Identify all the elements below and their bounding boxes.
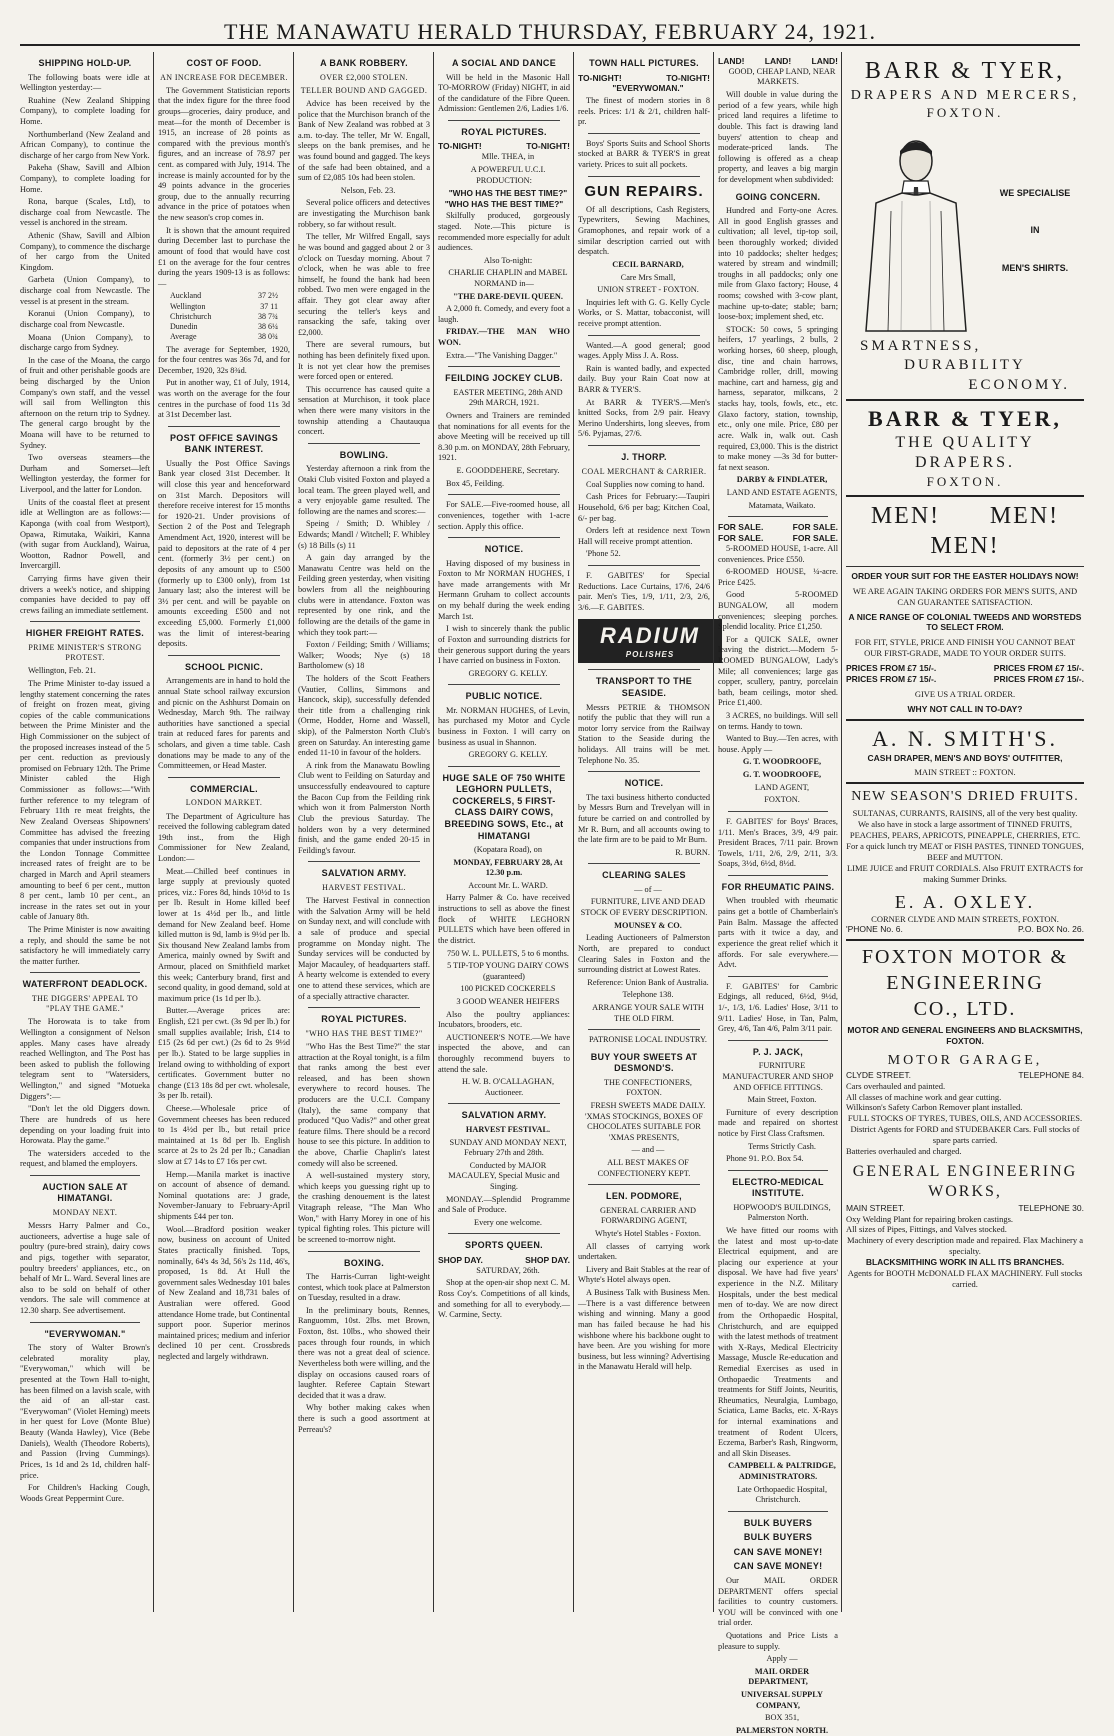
paragraph: 3 ACRES, no buildings. Will sell on terms. Handy to town. — [718, 711, 838, 731]
ad-text: BLACKSMITHING WORK IN ALL ITS BRANCHES. — [865, 1257, 1065, 1268]
paragraph: Athenic (Shaw, Savill and Albion Company), to commence the discharge of her cargo from the United Kingdom. — [20, 231, 150, 272]
paragraph: Wanted.—A good general; good wages. Apply Miss J. A. Ross. — [578, 340, 710, 361]
ad-location: FOXTON. — [926, 473, 1004, 489]
paragraph: Whyte's Hotel Stables - Foxton. — [595, 1229, 701, 1239]
ad-text: MEN'S SHIRTS. — [1001, 263, 1069, 273]
paragraph: Terms Strictly Cash. — [748, 1141, 816, 1151]
ad-text: Machinery of every description made and repaired. Flax Machinery a specialty. — [846, 1235, 1084, 1257]
headline: POST OFFICE SAVINGS BANK INTEREST. — [169, 432, 279, 455]
paragraph: The Government Statistician reports that the index figure for the three food groups—groceries, dairy produce, and meat—for the month of December is 1915, an increase of 28 points as compared with the previous month's figures, and an increase of 78.97 per cent. as compared with July, 1914. The increase is mainly accounted for by the 49 points advance in the groceries group, due to the annually recurring advance in the price of potatoes when the new season's crop comes in. — [158, 85, 290, 223]
ad-text: ECONOMY. — [968, 376, 1070, 393]
paragraph: ARRANGE YOUR SALE WITH THE OLD FIRM. — [592, 1002, 704, 1023]
headline: SCHOOL PICNIC. — [184, 661, 264, 672]
subheadline: MONDAY NEXT. — [52, 1207, 118, 1217]
paragraph: Extra.—"The Vanishing Dagger." — [446, 350, 558, 360]
paragraph: Quotations and Price Lists a pleasure to supply. — [718, 1631, 838, 1651]
subheadline: TELLER BOUND AND GAGGED. — [300, 85, 428, 95]
headline: WATERFRONT DEADLOCK. — [22, 979, 148, 990]
headline: BUY YOUR SWEETS AT DESMOND'S. — [590, 1051, 698, 1074]
paragraph: Phone 91. P.O. Box 54. — [726, 1154, 804, 1164]
ad-text: CASH DRAPER, MEN'S AND BOYS' OUTFITTER, — [867, 752, 1063, 763]
ad-text: SULTANAS, CURRANTS, RAISINS, all of the very best quality. — [852, 808, 1078, 819]
paragraph: This occurrence has caused quite a sensation at Murchison, it took place when there were many visitors in the township attending a Chautauqua concert. — [298, 384, 430, 437]
paragraph: At BARR & TYER'S.—Men's knitted Socks, from 2/9 pair. Heavy Merino Undershirts, long sleeves, from 5/6. Pyjamas, 27/6. — [578, 397, 710, 439]
headline: GOING CONCERN. — [735, 191, 821, 202]
column-3 — [298, 52, 430, 1612]
headline: "EVERYWOMAN." — [44, 1328, 126, 1339]
paragraph: Two overseas steamers—the Durham and Somerset—left Wellington yesterday, the former for Liverpool, and the latter for London. — [20, 453, 150, 495]
radium-polishes-logo: RADIUM POLISHES — [578, 619, 722, 663]
paragraph: All classes of carrying work undertaken. — [578, 1241, 710, 1262]
subheadline: "WHO HAS THE BEST TIME?" — [305, 1028, 423, 1038]
paragraph: We have fitted our rooms with the latest and most up-to-date Electrical equipment, and are placing our experience at your disposal. We have had five years' experience in the N.Z. Military Hospitals, under the best medical men of to-day. We are now direct from the Orthopaedic Hospital, Christchurch, and are equipped with the latest methods of treatment with X-Rays, Medical Electricity Massage, Muscle Re-education and Remedial Exercises as used in Orthopaedic Treatments and treatments for Stiff Joints, Neuritis, Rheumatics, Neuralgia, Lumbago, Sciatica, Lame Backs, etc. X-Rays for internal examinations and treatment of Rodent Ulcers, Eczema, Barber's Rash, Ringworm, and all Skin Diseases. — [718, 1226, 838, 1458]
paragraph: Apply — — [766, 1654, 798, 1664]
paragraph: The watersiders acceded to the request, and blamed the employers. — [20, 1148, 150, 1169]
headline: COST OF FOOD. — [186, 58, 262, 68]
paragraph: FOXTON. — [764, 795, 800, 805]
paragraph: The Prime Minister to-day issued a lengthy statement concerning the rates of freight on frozen meat, giving copies of the cable communications between the Prime Minister and the High Commissioner on the subject of the proposed increases instead of the 5 per cent. reduction as previously promised on February 12th. The Prime Minister cabled the High Commissioner as follows:—"With further reference to my telegram of February 11th re meat freights, the New Zealand Overseas Shipowners' Committee has advised the freezing companies that under instructions from the London Tonnage Committee increased rates of freight are to be charged in March and April steamers amounting to beef 6 per cent., mutton 8 per cent., lamb 10 per cent., an increase in the rates set out in your cable of January 8th. — [20, 678, 150, 922]
shirt-illustration — [846, 131, 1084, 331]
paragraph: Telephone 138. — [622, 990, 674, 1000]
ad-text: Wilkinson's Safety Carbon Remover plant installed. — [846, 1102, 1023, 1113]
ad-text: SMARTNESS, — [860, 338, 982, 355]
paragraph: EASTER MEETING, 28th AND 29th MARCH, 1921. — [453, 387, 563, 408]
headline: CAN SAVE MONEY! — [733, 1546, 823, 1557]
paragraph: CECIL BARNARD, — [612, 259, 684, 269]
paragraph: Speing / Smith; D. Whibley / Edwards; Mandl / Witchell; F. Whibley (s) 18 Bills (s) 11 — [298, 519, 430, 550]
ad-row: PRICES FROM £7 15/-. PRICES FROM £7 15/-. — [846, 673, 1084, 684]
foxton-motor-logo: CO., LTD. — [913, 997, 1017, 1020]
ad-text: IN — [1030, 225, 1040, 236]
subheadline: AN INCREASE FOR DECEMBER. — [160, 72, 288, 82]
masthead: THE MANAWATU HERALD THURSDAY, FEBRUARY 24, 1921. — [20, 20, 1080, 46]
paragraph: UNION STREET - FOXTON. — [597, 285, 699, 295]
paragraph: In the case of the Moana, the cargo of fruit and other perishable goods are being discharged by the Union Company's own staff, and the vessel will sail from Wellington this afternoon on the return trip to Sydney. The general cargo brought by the Moana will have to be returned to Sydney. — [20, 355, 150, 450]
headline: ROYAL PICTURES. — [321, 1014, 407, 1025]
headline: AUCTION SALE AT HIMATANGI. — [42, 1181, 128, 1204]
headline: NOTICE. — [624, 778, 664, 789]
paragraph: Skilfully produced, gorgeously staged. Note.—This picture is recommended more especially for adult audiences. — [438, 211, 570, 253]
ad-text: Agents for BOOTH McDONALD FLAX MACHINERY. Full stocks carried. — [847, 1267, 1083, 1289]
paragraph: 5 TIP-TOP YOUNG DAIRY COWS (guaranteed) — [447, 961, 569, 981]
headline: J. THORP. — [621, 452, 667, 463]
paragraph: Mr. NORMAN HUGHES, of Levin, has purchased my Motor and Cycle business in Foxton. I will carry on business as usual in Shannon. — [438, 705, 570, 747]
paragraph: GENERAL CARRIER AND FORWARDING AGENT, — [599, 1205, 697, 1226]
paragraph: Conducted by MAJOR MACAULEY, Special Music and Singing. — [448, 1160, 560, 1191]
paragraph: Shop at the open-air shop next C. M. Ross Coy's. Competitions of all kinds, and something for all to everybody.—W. Carmine, Secty. — [438, 1278, 570, 1320]
paragraph: When troubled with rheumatic pains get a bottle of Chamberlain's Pain Balm. Massage the affected parts with it twice a day, and experience the great relief which it affords. For sale everywhere.—Advt. — [718, 896, 838, 970]
headline: SALVATION ARMY. — [461, 1110, 547, 1121]
paragraph: Put in another way, £1 of July, 1914, was worth on the average for the four centres in the purchase of food 11s 3d at 31st December last. — [158, 378, 290, 420]
ad-row: MAIN STREET. TELEPHONE 30. — [846, 1202, 1084, 1213]
paragraph: Wool.—Bradford position weaker now, business on account of United States practically finished. Tops, nominally, 64's 4s 3d, 56's 2s 11d, 46's, proposed, 1s 8d. At Hull the government sales Wednesday 101 bales of New Zealand and 18,731 bales of Australian were offered. Good attendance Home trade, but Continental support poor. Superior merinos maintained prices; medium and inferior declined 10 per cent. Crossbreds neglected and largely withdrawn. — [158, 1224, 291, 1361]
paragraph: MONDAY, FEBRUARY 28, At 12.30 p.m. — [453, 857, 563, 878]
barr-tyer-logo: BARR & TYER, — [864, 58, 1066, 84]
man-in-shirt-icon — [846, 131, 986, 331]
paragraph: DARBY & FINDLATER, — [736, 475, 828, 485]
paragraph: 'Phone 52. — [586, 549, 621, 559]
ad-title: WORKS, — [928, 1183, 1002, 1201]
paragraph: Cheese.—Wholesale price of Government cheeses has been reduced to 1s 4½d per lb., but retail price maintained at 1s 8d per lb. English scarce at 2s to 2s 2d per lb.; Canadian slow at £7 14s to £7 16s per cwt. — [158, 1103, 290, 1167]
men-banner: MEN! MEN! — [870, 502, 1060, 529]
paragraph: Coal Supplies now coming to hand. — [586, 479, 705, 489]
ad-row: TO-NIGHT! TO-NIGHT! — [578, 72, 710, 83]
subheadline: HARVEST FESTIVAL. — [322, 882, 406, 892]
subheadline: PRIME MINISTER'S STRONG PROTEST. — [28, 642, 142, 663]
ad-subtitle: DRAPERS AND MERCERS, — [850, 87, 1080, 103]
paragraph: Usually the Post Office Savings Bank year closed 31st December. It will close this year and henceforward on 31st March. Depositors will therefore receive interest for 15 months for 1920-21. Under provisions of Section 2 of the Post and Telegraph Amendment Act, 1920, interest will be paid to depositors at the rate of 4 per cent. (formerly 3½ per cent.) on deposits of any amount up to £500 (formerly up to £300 only), from 1st January last; also the interest will be 3½ per cent. and will be payable on amounts exceeding £500 and not exceeding £5,000. Formerly £1,000 was the limit of interest-bearing deposits. — [158, 458, 290, 649]
headline: HIGHER FREIGHT RATES. — [25, 628, 145, 639]
ad-row: LAND! LAND! LAND! — [718, 56, 838, 66]
ad-row: SHOP DAY. SHOP DAY. — [438, 1254, 570, 1265]
paragraph: The story of Walter Brown's celebrated morality play, "Everywoman," which will be presented at the Town Hall to-night, has been filmed on a lavish scale, with the aid of an all-star cast. "Everywoman" (Violet Heming) meets in her quest for Love (Monte Blue) Beauty (Wanda Hawley), Vice (Bebe Daniels), Wealth (Theodore Roberts), and Passion (Irving Cummings). Prices, 1s 1d and 2s 1d, children half-price. — [20, 1343, 150, 1480]
ad-text: A NICE RANGE OF COLONIAL TWEEDS AND WORSTEDS TO SELECT FROM. — [848, 611, 1082, 633]
headline: BULK BUYERS — [743, 1517, 813, 1528]
paragraph: Messrs PETRIE & THOMSON notify the public that they will run a motor lorry service from the Railway Station to the Seaside during the holidays. All trains will be met. Telephone No. 35. — [578, 702, 710, 765]
paragraph: 100 PICKED COCKERELS — [460, 984, 556, 994]
paragraph: A 2,000 ft. Comedy, and every foot a laugh. — [438, 304, 570, 324]
paragraph: "THE DARE-DEVIL QUEEN. — [453, 291, 563, 301]
paragraph: Pakeha (Shaw, Savill and Albion Company), to complete loading for Home. — [20, 163, 150, 194]
paragraph: Of all descriptions, Cash Registers, Typewriters, Sewing Machines, Gramophones, and repair work of a similar description carried out with despatch. — [578, 204, 710, 257]
ad-text: We also have in stock a large assortment of TINNED FRUITS, PEACHES, PEARS, APRICOTS, PINEAPPLE, CHERRIES, ETC. — [849, 819, 1081, 841]
men-banner: MEN! — [930, 533, 1000, 560]
paragraph: Moana (Union Company), to discharge cargo from Sydney. — [20, 332, 150, 353]
paragraph: The following boats were idle at Wellington yesterday:— — [20, 72, 150, 93]
paragraph: It is shown that the amount required during December last to purchase the amount of food that would have cost £1 on the average for the four centres during the years 1909-13 is as follows:— — [158, 225, 290, 288]
headline: HUGE SALE OF 750 WHITE LEGHORN PULLETS, COCKERELS, 5 FIRST-CLASS DAIRY COWS, BREEDING SOWS, Etc., at HIMATANGI — [442, 772, 566, 841]
column-1 — [20, 52, 150, 1612]
paragraph: F. GABITES' for Boys' Braces, 1/11. Men's Braces, 3/9, 4/9 pair. President Braces, 7/11 pair. Brown Towels, 1/11, 2/6, 2/9, 2/11, 3/3. Soaps, 3½d, 6½d, 8½d. — [718, 816, 838, 869]
paragraph: Having disposed of my business in Foxton to Mr NORMAN HUGHES, I have made arrangements with Mr Hermann Gruham to collect accounts on my behalf during the week ending March 1st. — [438, 558, 570, 621]
gun-repairs-title: GUN REPAIRS. — [584, 182, 704, 200]
ad-text: MOTOR AND GENERAL ENGINEERS AND BLACKSMITHS, — [847, 1025, 1083, 1036]
paragraph: Box 45, Feilding. — [446, 478, 505, 488]
ad-row: FOR SALE. FOR SALE. — [718, 533, 838, 544]
ad-text: District Agents for FORD and STUDEBAKER Cars. Full stocks of spare parts carried. — [850, 1124, 1080, 1145]
paragraph: MONDAY.—Splendid Programme and Sale of Produce. — [438, 1194, 570, 1215]
paragraph: The holders of the Scott Feathers (Vautier, Collins, Simmons and Hancock, skip), successfully defended their title from a challenging rink (Orme, Hodder, Horne and Wassell, skip), of the Palmerston North Club's green on Saturday. An interesting game ended 11-10 in favour of the holders. — [298, 673, 430, 758]
headline: SHIPPING HOLD-UP. — [38, 58, 132, 68]
paragraph: Nelson, Feb. 23. — [340, 185, 396, 195]
headline: NOTICE. — [484, 544, 524, 555]
paragraph: Garbeta (Union Company), to discharge coal from Newcastle. The vessel is at present in the stream. — [20, 275, 150, 306]
paragraph: "WHO HAS THE BEST TIME?" "WHO HAS THE BEST TIME?" — [444, 188, 568, 209]
paragraph: Several police officers and detectives are investigating the Murchison bank robbery, so far without result. — [298, 198, 430, 229]
ad-text: Cars overhauled and painted. — [846, 1080, 946, 1091]
paragraph: "Don't let the old Diggers down. There are hundreds of us here depending on your loading fruit into Horowata. Play the game." — [20, 1104, 150, 1146]
paragraph: "EVERYWOMAN." — [612, 83, 684, 94]
headline: BOWLING. — [339, 449, 389, 460]
headline: SPORTS QUEEN. — [465, 1240, 543, 1251]
headline: TOWN HALL PICTURES. — [589, 58, 699, 68]
table-row: Auckland 37 2½ — [170, 291, 278, 301]
paragraph: Cash Prices for February:—Taupiri Household, 6/6 per bag; Kitchen Coal, 6/- per bag. — [578, 492, 710, 523]
paragraph: AUCTIONEER'S NOTE.—We have inspected the above, and can thoroughly recommend buyers to attend the sale. — [438, 1032, 570, 1074]
ad-text: ORDER YOUR SUIT FOR THE EASTER HOLIDAYS NOW! — [851, 570, 1079, 581]
column-7 — [846, 52, 1084, 1612]
paragraph: For Children's Hacking Cough, Woods Great Peppermint Cure. — [20, 1483, 150, 1503]
ad-row: CLYDE STREET. TELEPHONE 84. — [846, 1069, 1084, 1080]
paragraph: Northumberland (New Zealand and African Company), to continue the discharge of her cargo from New York. — [20, 129, 150, 160]
paragraph: Harry Palmer & Co. have received instructions to sell as above the finest flock of WHITE LEGHORN PULLETS which have been offered in the district. — [438, 893, 570, 945]
paragraph: Carrying firms have given their drivers a week's notice, and shipping companies have decided to pay off crews failing an immediate settlement. — [20, 573, 150, 615]
paragraph: G. T. WOODROOFE, — [742, 770, 822, 780]
paragraph: Arrangements are in hand to hold the annual State school railway excursion and picnic on the Ashhurst Domain on Wednesday, March 9th. The railway authorities have sanctioned a special train at reduced fares for parents and scholars, and given a time table. Cash donations may be made to any of the Committeemen, or Head Master. — [158, 676, 290, 771]
paragraph: THE CONFECTIONERS, FOXTON. — [603, 1077, 693, 1098]
subheadline: COAL MERCHANT & CARRIER. — [581, 466, 707, 476]
paragraph: The Prime Minister is now awaiting a reply, and should the same be not satisfactory he will immediately carry the matter further. — [20, 924, 150, 966]
paragraph: ALL BEST MAKES OF CONFECTIONERY KEPT. — [597, 1158, 691, 1178]
ad-text: WE SPECIALISE — [999, 187, 1071, 198]
paragraph: F. GABITES' for Cambric Edgings, all reduced, 6½d, 9½d, 1/-, 1/3, 1/6. Ladies' Hose, 3/11 to 9/11. Ladies' Hose, in Tan, Palm, Grey, 4/6, Tan 4/6, Palm 3/11 pair. — [718, 981, 838, 1034]
ad-row: PRICES FROM £7 15/-. PRICES FROM £7 15/-. — [846, 663, 1084, 674]
ad-text: WHY NOT CALL IN TO-DAY? — [907, 703, 1023, 714]
paragraph: Matamata, Waikato. — [748, 500, 816, 510]
ad-title: GENERAL ENGINEERING — [852, 1162, 1078, 1180]
headline: P. J. JACK, — [752, 1046, 804, 1057]
table-row: Wellington 37 11 — [170, 301, 278, 311]
paragraph: SUNDAY AND MONDAY NEXT, February 27th and 28th. — [449, 1137, 567, 1158]
paragraph: There are several rumours, but nothing has been definitely fixed upon. It is not yet clear how the premises were forced open or entered. — [298, 340, 430, 382]
paragraph: Also the poultry appliances: Incubators, brooders, etc. — [438, 1009, 570, 1030]
paragraph: Butter.—Average prices are: English, £21 per cwt. (3s 9d per lb.) for small supplies available; Irish, £14 to £15 (2s 6d per cwt.) (2s 6d to 2s 9½d per lb.). Stated to be large supplies in Ireland owing to withholding of export certificates. Government butter no change (£13 18s 8d per cwt. wholesale, 3s per lb. retail). — [158, 1006, 290, 1101]
paragraph: For SALE.—Five-roomed house, all conveniences, together with 1-acre section. Apply this office. — [438, 500, 570, 531]
column-2 — [158, 52, 290, 1612]
paragraph: In the preliminary bouts, Rennes, Ranguomm, 10st. 2lbs. met Brown, Foxton, 8st. 10lbs., who showed their paces through four rounds, in which there was not a great deal of science. Nevertheless both were willing, and the display on occasions caused roars of laughter. Referee Captain Stewart decided that it was a draw. — [298, 1305, 430, 1400]
ad-title: MOTOR GARAGE, — [887, 1052, 1043, 1068]
paragraph: The average for September, 1920, for the four centres was 36s 7d, and for December, 1920, 32s 8¾d. — [158, 344, 290, 375]
paragraph: Yesterday afternoon a rink from the Otaki Club visited Foxton and played a local team. The green played well, and a very enjoyable game resulted. The following are the names and scores:— — [298, 464, 430, 516]
paragraph: FURNITURE, LIVE AND DEAD STOCK OF EVERY DESCRIPTION. — [580, 897, 708, 918]
paragraph: Owners and Trainers are reminded that nominations for all events for the above Meeting will be received up till 8.30 p.m. on MONDAY, 28th February, 1921. — [438, 411, 570, 463]
price-table — [170, 291, 278, 342]
paragraph: Inquiries left with G. G. Kelly Cycle Works, or S. Mattar, tobacconist, will receive prompt attention. — [578, 297, 710, 328]
paragraph: The taxi business hitherto conducted by Messrs Burn and Trevelyan will in future be carried on and controlled by Mr R. Burn, and all accounts owing to the late firm are to be paid to Mr Burn. — [578, 792, 710, 845]
paragraph: Why bother making cakes when there is such a good assortment at Perreau's? — [298, 1403, 430, 1434]
paragraph: Rona, barque (Scales, Ltd), to discharge coal from Newcastle. The vessel is anchored in the stream. — [20, 197, 150, 228]
ad-row: 'PHONE No. 6. P.O. BOX No. 26. — [846, 924, 1084, 935]
subheadline: LONDON MARKET. — [185, 798, 263, 808]
foxton-motor-logo: ENGINEERING — [886, 971, 1044, 994]
paragraph: UNIVERSAL SUPPLY COMPANY, — [741, 1690, 823, 1710]
paragraph: 750 W. L. PULLETS, 5 to 6 months. — [447, 948, 569, 958]
paragraph: Main Street, Foxton. — [747, 1095, 817, 1105]
headline: ROYAL PICTURES. — [461, 126, 547, 137]
paragraph: "Who Has the Best Time?" the star attraction at the Royal tonight, is a film that ranks among the best ever released, and has been shown everywhere to record houses. The producers are the U.C.I. Company (Italy), the same company that produced "Quo Vadis?" and other great feature films. There should be a record house to see this picture. In addition to the above, Charlie Chaplin's latest comedy will also be screened. — [298, 1041, 430, 1168]
paragraph: R. BURN. — [675, 847, 710, 857]
ad-text: FULL STOCKS OF TYRES, TUBES, OILS, AND ACCESSORIES. — [847, 1113, 1083, 1124]
headline: TRANSPORT TO THE SEASIDE. — [595, 676, 693, 698]
headline: A SOCIAL AND DANCE — [451, 58, 557, 68]
paragraph: H. W. B. O'CALLAGHAN, Auctioneer. — [461, 1077, 555, 1097]
paragraph: Ruahine (New Zealand Shipping Company), to complete loading for Home. — [20, 95, 150, 126]
paragraph: FRESH SWEETS MADE DAILY. 'XMAS STOCKINGS, BOXES OF CHOCOLATES SUITABLE FOR 'XMAS PRESENTS, — [585, 1101, 706, 1142]
paragraph: A Business Talk with Business Men.—There is a vast difference between wishing and winning. Many a good man has failed because he had his wishbone where his backbone ought to have been. Are you wishing for more business, but less winning? Advertising in the Manawatu Herald will help. — [578, 1288, 710, 1372]
table-row: Christchurch 38 7¾ — [170, 311, 278, 321]
paragraph: — and — — [631, 1145, 665, 1155]
ad-text: Batteries overhauled and charged. — [846, 1145, 962, 1156]
column-5 — [578, 52, 710, 1612]
ad-text: CORNER CLYDE AND MAIN STREETS, FOXTON. — [871, 913, 1059, 924]
column-6 — [718, 52, 838, 1735]
paragraph: Meat.—Chilled beef continues in large supply at previously quoted prices, viz.: Fores 8d, hinds 10½d to 1s per lb. Result in Home killed beef lower at 1s 4½d per lb., and little demand for New Zealand beef. Home killed mutton is 9d, lamb is 9½d per lb. Six thousand New Zealand lambs from America, mainly owned by Swift and Armour, placed on Smithfield market this week; Canterbury brand, first and second quality, in good demand, sold at maximum price (1s 1d per lb.). — [158, 866, 290, 1003]
paragraph: CAMPBELL & PALTRIDGE, ADMINISTRATORS. — [728, 1461, 836, 1482]
smith-logo: A. N. SMITH'S. — [872, 725, 1058, 751]
paragraph: I wish to sincerely thank the public of Foxton and surrounding districts for their generous support during the years I have carried on business in Foxton. — [438, 624, 570, 666]
paragraph: FURNITURE MANUFACTURER AND SHOP AND OFFICE FITTINGS. — [722, 1061, 834, 1092]
headline: LEN. PODMORE, — [606, 1191, 682, 1202]
paragraph: Hundred and Forty-one Acres. All in good English grasses and cultivation; all level, tip-top soil, been thoroughly worked; divided into 10 paddocks; shelter hedges; watered by stream and windmill; troughs in all paddocks; only one mile from Glaxo factory; House, 4 rooms; cowshed with 3-cow plant, machine up-to-date; stable; barn; loose-box; implement shed, etc. — [718, 206, 838, 322]
paragraph: Our MAIL ORDER DEPARTMENT offers special facilities to country customers. YOU will be convinced with one trial order. — [718, 1575, 838, 1628]
headline: ELECTRO-MEDICAL INSTITUTE. — [732, 1176, 824, 1199]
paragraph: E. GOODDEHERE, Secretary. — [456, 466, 560, 476]
paragraph: GREGORY G. KELLY. — [468, 750, 548, 760]
headline: PUBLIC NOTICE. — [465, 691, 543, 702]
paragraph: Hemp.—Manila market is inactive on account of absence of demand. Nominal quotations are: J grade, November-January to February-April shipments £44 per ton. — [158, 1169, 290, 1222]
paragraph: GREGORY G. KELLY. — [468, 668, 548, 678]
ad-text: All sizes of Pipes, Fittings, and Valves stocked. — [846, 1224, 1007, 1235]
paragraph: HARVEST FESTIVAL. — [465, 1124, 551, 1134]
headline: A BANK ROBBERY. — [320, 58, 408, 68]
paragraph: Account Mr. L. WARD. — [468, 880, 548, 890]
ad-text: LIME JUICE and FRUIT CORDIALS. Also FRUIT EXTRACTS for making Summer Drinks. — [846, 862, 1084, 884]
ad-text: WE ARE AGAIN TAKING ORDERS FOR MEN'S SUITS, AND CAN GUARANTEE SATISFACTION. — [852, 585, 1078, 607]
headline: FEILDING JOCKEY CLUB. — [445, 373, 563, 384]
paragraph: A rink from the Manawatu Bowling Club went to Feilding on Saturday and unsuccessfully endeavoured to capture the Bacon Cup from the Feilding rink which won it from Palmerston North Club the previous Saturday. The holders won by a very determined finish, and the game ended 20-15 in Feilding's favour. — [298, 760, 430, 855]
headline: BOXING. — [343, 1257, 385, 1268]
subheadline: THE DIGGERS' APPEAL TO "PLAY THE GAME." — [31, 993, 139, 1014]
table-row: Average 38 0¾ — [170, 332, 278, 342]
barr-tyer-logo: BARR & TYER, — [868, 405, 1062, 431]
ad-row: TO-NIGHT! TO-NIGHT! — [438, 141, 570, 152]
foxton-motor-logo: FOXTON MOTOR & — [861, 946, 1069, 969]
paragraph: 3 GOOD WEANER HEIFERS — [456, 996, 560, 1006]
paragraph: Koranui (Union Company), to discharge coal from Newcastle. — [20, 309, 150, 329]
paragraph: Furniture of every description made and repaired on shortest notice by First Class Craftsmen. — [718, 1107, 838, 1138]
ad-text: All classes of machine work and gear cutting. — [846, 1091, 1002, 1102]
ad-text: MAIN STREET :: FOXTON. — [914, 766, 1016, 777]
paragraph: Mlle. THEA, in — [481, 152, 535, 162]
paragraph: 5-ROOMED HOUSE, 1-acre. All conveniences. Price £550. — [718, 543, 838, 564]
paragraph: SATURDAY, 26th. — [476, 1265, 540, 1275]
paragraph: Also To-night: — [483, 255, 533, 265]
paragraph: The finest of modern stories in 8 reels. Prices: 1/1 & 2/1, children half-pr. — [578, 96, 710, 127]
paragraph: MOUNSEY & CO. — [614, 920, 682, 930]
ad-location: FOXTON. — [926, 104, 1004, 120]
ad-text: FOR FIT, STYLE, PRICE AND FINISH YOU CANNOT BEAT OUR FIRST-GRADE, MADE TO YOUR ORDER SUITS. — [854, 637, 1076, 659]
paragraph: Foxton / Feilding; Smith / Williams; Walker; Woods; Nye (s) 18 Bartholomew (s) 18 — [298, 640, 430, 671]
paragraph: LAND AND ESTATE AGENTS, — [726, 487, 838, 497]
paragraph: Reference: Union Bank of Australia. — [587, 977, 709, 987]
paragraph: MAIL ORDER DEPARTMENT, — [748, 1666, 810, 1687]
headline: FOR RHEUMATIC PAINS. — [721, 881, 835, 892]
paragraph: The Harvest Festival in connection with the Salvation Army will be held on Sunday next, and will conclude with a sale of produce and special programme on Monday night. The Sunday services will be conducted by Major Macauley, of headquarters staff. A hearty welcome is extended to every one to attend these services, which are of a specially attractive character. — [298, 896, 430, 1001]
paragraph: Will double in value during the period of a few years, while high priced land requires a lifetime to double. This fact is drawing land buyers' attention to cheap and moderate-priced lands. The following is offered as a cheap property, and leaves a big margin for development when subdivided: — [718, 90, 838, 184]
paragraph: Good 5-ROOMED BUNGALOW, all modern conveniences; sleeping porches. Splendid locality. Price £1,250. — [718, 590, 838, 632]
paragraph: Advice has been received by the police that the Murchison branch of the Bank of New Zealand was robbed at 3 a.m. to-day. The teller, Mr W. Engall, sleeps on the bank premises, and he was found bound and gagged. The keys of the safe had been obtained, and a sum of £2,085 10s had been stolen. — [298, 98, 430, 183]
ad-title: NEW SEASON'S DRIED FRUITS. — [851, 788, 1079, 804]
ad-row: FOR SALE. FOR SALE. — [718, 522, 838, 533]
paragraph: Boys' Sports Suits and School Shorts stocked at BARR & TYER'S in great variety. Prices to suit all pockets. — [578, 138, 710, 170]
paragraph: Leading Auctioneers of Palmerston North, are prepared to conduct Clearing Sales in Foxton and the surrounding district at Lowest Rates. — [578, 933, 710, 975]
paragraph: PATRONISE LOCAL INDUSTRY. — [589, 1035, 707, 1045]
paragraph: The Horowata is to take from Wellington a consignment of Nelson apples. Many cases have already reached Wellington, and The Post has been asked to publish the following telegram sent to "Watersiders, Wellington," and signed "Motueka Diggers":— — [20, 1017, 150, 1101]
paragraph: Messrs Harry Palmer and Co., auctioneers, advertise a huge sale of poultry (pure-bred strain), dairy cows and pigs, together with separator, poultry breeders' appliances, etc., on behalf of Mr L. Ward. Several lines are also to be sold on behalf of other vendors. The sale will commence at 12.30 sharp. See advertisement. — [20, 1221, 150, 1316]
column-4 — [438, 52, 570, 1612]
paragraph: The Department of Agriculture has received the following cablegram dated 19th inst., from the High Commissioner for New Zealand, London:— — [158, 811, 290, 863]
paragraph: HOPWOOD'S BUILDINGS, Palmerston North. — [733, 1202, 831, 1223]
ad-text: Oxy Welding Plant for repairing broken castings. — [846, 1213, 1013, 1224]
paragraph: — of — — [634, 884, 662, 894]
paragraph: Wanted to Buy.—Ten acres, with house. Apply — — [718, 734, 838, 754]
paragraph: Late Orthopaedic Hospital, Christchurch. — [736, 1484, 828, 1505]
paragraph: A gain day arranged by the Manawatu Centre was held on the Feilding green yesterday, when visiting bowlers from all the neighbouring clubs were in attendance. Foxton was represented by one rink, and the following are the details of the game in which they took part:— — [298, 553, 430, 637]
paragraph: PALMERSTON NORTH. — [735, 1725, 829, 1735]
paragraph: Rain is wanted badly, and expected daily. Buy your Rain Coat now at BARR & TYER'S. — [578, 363, 710, 394]
oxley-logo: E. A. OXLEY. — [894, 891, 1036, 912]
paragraph: BOX 351, — [764, 1713, 800, 1723]
paragraph: FRIDAY.—THE MAN WHO WON. — [438, 327, 570, 348]
paragraph: A well-sustained mystery story, which keeps you guessing right up to the crashing denouement is the latest Vitagraph release, "The Man Who Won," with Harry Morey in one of his typical fighting roles. This picture will be screened to-morrow night. — [298, 1171, 430, 1244]
paragraph: The Harris-Curran light-weight contest, which took place at Palmerston on Tuesday, resulted in a draw. — [298, 1272, 430, 1303]
paragraph: Orders left at residence next Town Hall will receive prompt attention. — [578, 526, 710, 546]
ad-text: FOXTON. — [946, 1035, 984, 1046]
paragraph: LAND AGENT, — [754, 782, 810, 792]
paragraph: Wellington, Feb. 21. — [28, 666, 96, 676]
paragraph: Livery and Bait Stables at the rear of Whyte's Hotel always open. — [578, 1264, 710, 1285]
paragraph: GOOD, CHEAP LAND, NEAR MARKETS. — [728, 66, 836, 87]
paragraph: Care Mrs Small, — [620, 272, 676, 282]
ad-text: For a quick lunch try MEAT or FISH PASTES, TINNED TONGUES, BEEF and MUTTON. — [846, 841, 1084, 862]
ad-text: DURABILITY — [904, 357, 1026, 374]
headline: COMMERCIAL. — [190, 783, 258, 794]
ad-subtitle: THE QUALITY DRAPERS. — [895, 433, 1035, 472]
headline: SALVATION ARMY. — [321, 868, 407, 879]
paragraph: A POWERFUL U.C.I. PRODUCTION: — [470, 164, 546, 185]
paragraph: CHARLIE CHAPLIN and MABEL NORMAND in— — [448, 268, 568, 289]
headline: CLEARING SALES — [602, 870, 686, 881]
paragraph: Every one welcome. — [474, 1217, 542, 1227]
paragraph: STOCK: 50 cows, 5 springing heifers, 17 yearlings, 2 bulls, 2 working horses, 60 sheep, plough, disc, tine and chain harrows, Cambridge roller, drill, mowing machine, cart and harness, gig and harness, separator, milkcans, 2 stacks hay, tools, fowls, etc., etc. Glaxo factory, station, township, etc., only one mile. Price, £80 per acre. Walk in, walk out. Cash required, £3,000. This is the district to make money —3s 3d for butter-fat next season. — [718, 324, 838, 472]
paragraph: F. GABITES' for Special Reductions. Lace Curtains, 17/6, 24/6 pair. Men's Ties, 1/9, 1/11, 2/3, 2/6, 3/6.—F. GABITES. — [578, 571, 710, 612]
headline: BULK BUYERS — [743, 1532, 813, 1543]
paragraph: G. T. WOODROOFE, — [742, 757, 822, 767]
paragraph: For a QUICK SALE, owner leaving the district.—Modern 5-ROOMED BUNGALOW, Lady's Mile; all conveniences; large gas copper, scullery, pantry, porcelain bath, beam ceilings, motor shed. Price £1,400. — [718, 634, 838, 708]
paragraph: (Kopatara Road), on — [474, 845, 542, 855]
ad-text: GIVE US A TRIAL ORDER. — [914, 688, 1016, 699]
headline: CAN SAVE MONEY! — [733, 1561, 823, 1572]
paragraph: Will be held in the Masonic Hall TO-MORROW (Friday) NIGHT, in aid of the candidature of the Fibre Queen. Admission: Gentlemen 2/6, Ladies 1/6. — [438, 72, 570, 114]
paragraph: The teller, Mr Wilfred Engall, says he was bound and gagged about 2 or 3 o'clock on Tuesday morning. About 7 o'clock, when he was able to free himself, he found the bank had been robbed. Two men were engaged in the affair. They got clear away after securing the teller's keys and ransacking the safe, taking over £2,000. — [298, 232, 430, 337]
paragraph: 6-ROOMED HOUSE, ¼-acre. Price £425. — [718, 567, 838, 587]
subheadline: OVER £2,000 STOLEN. — [320, 72, 408, 82]
table-row: Dunedin 38 6¼ — [170, 322, 278, 332]
paragraph: Units of the coastal fleet at present idle at Wellington are as follows:—Kaponga (with coal from Westport), Opawa, Rimutaka, Waikiri, Kanna (with sugar from Auckland), Wairua, Wootton, Radnor Powell, and Invercargill. — [20, 497, 150, 571]
